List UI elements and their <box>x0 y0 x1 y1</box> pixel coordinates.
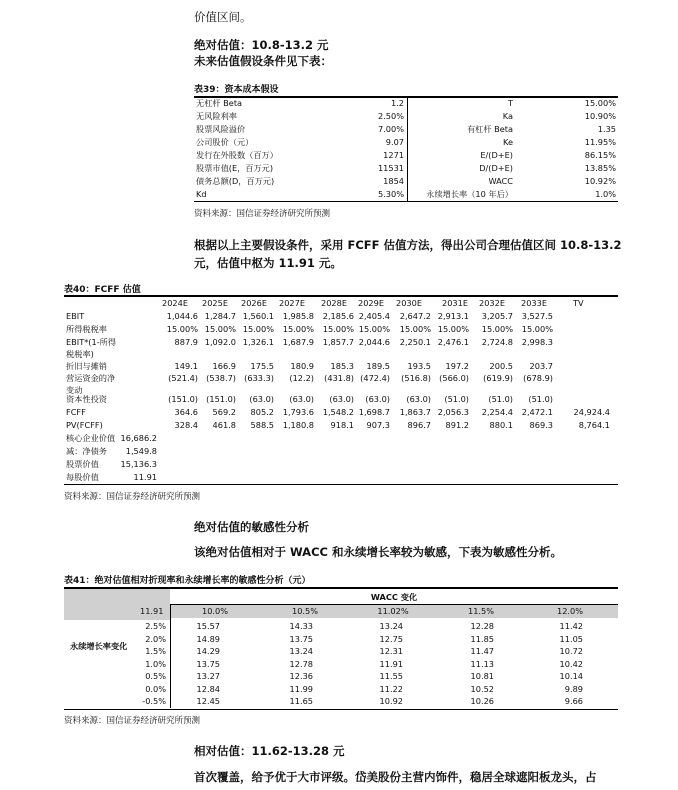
table40-cell: 1,857.7 <box>322 337 354 347</box>
table41-cell: 10.81 <box>470 671 494 681</box>
table40-cell: 2,647.2 <box>399 311 431 321</box>
table40-cell: (678.9) <box>523 373 553 383</box>
table41-cell: 9.66 <box>564 696 583 706</box>
table40-cell: 2,405.4 <box>358 311 390 321</box>
table41-cell: 15.57 <box>196 621 220 631</box>
table40-cell: 364.6 <box>174 407 198 417</box>
table41-cell: 11.42 <box>559 621 583 631</box>
table39-left-label: 公司股价（元） <box>196 137 254 147</box>
table40-year-header: 2031E <box>442 298 469 308</box>
table41-cell: 13.24 <box>289 646 313 656</box>
table41-wacc-header: 11.5% <box>467 606 494 616</box>
table40-cell: 1,180.8 <box>282 420 314 430</box>
table40-summary-label: 股票价值 <box>66 459 99 469</box>
table40-cell: 15.00% <box>481 324 513 334</box>
table40-cell: 2,044.6 <box>358 337 390 347</box>
table40-cell: 1,548.2 <box>322 407 354 417</box>
table40-cell: 328.4 <box>174 420 198 430</box>
table40-row-label: EBIT*(1-所得 <box>66 337 117 347</box>
table40-cell: 1,863.7 <box>399 407 431 417</box>
table40-cell: (516.8) <box>401 373 431 383</box>
table41-cell: 11.13 <box>470 658 494 669</box>
table40-cell: 8,764.1 <box>578 420 610 430</box>
table39-left-label: 无杠杆 Beta <box>196 98 243 108</box>
table41-cell: 10.26 <box>470 696 494 706</box>
table40-year-header: 2029E <box>358 298 385 308</box>
table40-year-header: 2033E <box>521 298 548 308</box>
table39-right-label: Ka <box>502 111 513 121</box>
table41-cell: 11.85 <box>470 633 494 644</box>
table40-cell: 15.00% <box>166 324 198 334</box>
table40-cell: 2,998.3 <box>521 337 553 347</box>
table40-row-label: 营运资金的净 <box>66 373 116 383</box>
table40-cell: 149.1 <box>174 361 198 371</box>
table40-year-header: 2026E <box>241 298 268 308</box>
table41-cell: 10.42 <box>559 658 583 669</box>
table41-cell: 9.89 <box>564 683 583 694</box>
table39-left-label: 股票市值(E，百万元) <box>196 163 274 173</box>
table41-wacc-label: WACC 变化 <box>370 592 418 602</box>
table41-cell: 12.45 <box>196 696 220 706</box>
table40-cell: 869.3 <box>529 420 553 430</box>
table40-cell: 15.00% <box>521 324 553 334</box>
table41-cell: 13.27 <box>196 671 220 681</box>
table40-cell: 896.7 <box>407 420 431 430</box>
table40-summary-value: 11.91 <box>133 472 157 482</box>
table39-left-value: 1854 <box>383 176 404 186</box>
table40-cell: 1,793.6 <box>282 407 314 417</box>
table40-cell: 189.5 <box>366 361 390 371</box>
table41-cell: 12.28 <box>470 621 494 631</box>
table39-right-value: 10.90% <box>584 111 616 121</box>
table41-cell: 12.36 <box>289 671 313 681</box>
table40-cell: 15.00% <box>242 324 274 334</box>
table40-row-label: 所得税税率 <box>66 324 107 334</box>
table40-summary-label: 核心企业价值 <box>66 433 116 443</box>
table40-cell: (63.0) <box>289 394 314 404</box>
table40-row-label-cont: 变动 <box>66 385 83 395</box>
table40-cell: (51.0) <box>528 394 553 404</box>
table40-cell: 197.2 <box>445 361 469 371</box>
table40-cell: 918.1 <box>330 420 354 430</box>
table40-row-label: EBIT <box>66 311 85 321</box>
table40-cell: (538.7) <box>206 373 236 383</box>
table41-cell: 11.99 <box>289 683 313 694</box>
table39-right-label: E/(D+E) <box>480 150 513 160</box>
table40-cell: 166.9 <box>212 361 236 371</box>
table40-cell: 1,326.1 <box>242 337 274 347</box>
table40-summary-value: 1,549.8 <box>125 446 157 456</box>
rel-heading: 相对估值：11.62-13.28 元 <box>194 744 345 758</box>
table40-row-label-cont: 税税率) <box>66 349 94 359</box>
table40-row-label: 资本性投资 <box>66 394 107 404</box>
table41-wacc-header: 12.0% <box>556 606 583 616</box>
table41-growth-label: 1.0% <box>145 658 166 669</box>
table39-right-value: 86.15% <box>584 150 616 160</box>
table41-cell: 10.72 <box>559 646 583 656</box>
table41-cell: 13.24 <box>379 621 403 631</box>
table40-cell: 2,472.1 <box>521 407 553 417</box>
table41-cell: 13.75 <box>196 658 220 669</box>
abs-val-heading: 绝对估值：10.8-13.2 元 <box>194 38 329 52</box>
table41-wacc-header: 11.02% <box>377 606 409 616</box>
table40-cell: 1,985.8 <box>282 311 314 321</box>
table41-cell: 12.78 <box>289 658 313 669</box>
table41-cell: 12.75 <box>379 633 403 644</box>
table40-cell: (51.0) <box>488 394 513 404</box>
table40-cell: 1,284.7 <box>204 311 236 321</box>
table40-year-header: 2027E <box>279 298 306 308</box>
table40-cell: 2,254.4 <box>481 407 513 417</box>
table40-cell: 180.9 <box>290 361 314 371</box>
table40-cell: (12.2) <box>289 373 314 383</box>
table39-right-value: 13.85% <box>584 163 616 173</box>
table40-cell: (472.4) <box>360 373 390 383</box>
table40-cell: 1,092.0 <box>204 337 236 347</box>
table41-cell: 11.47 <box>470 646 494 656</box>
table39-right-label: 有杠杆 Beta <box>466 124 513 134</box>
table39-left-label: 股票风险溢价 <box>196 124 246 134</box>
table40-year-header: 2030E <box>396 298 423 308</box>
table39-left-value: 1271 <box>383 150 404 160</box>
table40-cell: 1,044.6 <box>166 311 198 321</box>
table41-caption: 表41：绝对估值相对折现率和永续增长率的敏感性分析（元） <box>64 576 311 586</box>
table40-year-header: 2025E <box>202 298 229 308</box>
sens-heading: 绝对估值的敏感性分析 <box>194 520 309 534</box>
table40-cell: 15.00% <box>204 324 236 334</box>
table41-growth-label: 0.5% <box>145 671 166 681</box>
table39-left-value: 9.07 <box>385 137 404 147</box>
table41-cell: 10.14 <box>559 671 583 681</box>
table39-right-value: 11.95% <box>584 137 616 147</box>
table39-left-value: 5.30% <box>377 189 404 199</box>
table40-cell: 2,056.3 <box>437 407 469 417</box>
table40-year-header: 2024E <box>162 298 189 308</box>
table40-caption: 表40：FCFF 估值 <box>64 285 141 295</box>
table40-cell: 24,924.4 <box>573 407 610 417</box>
table41-growth-label: 1.5% <box>145 646 166 656</box>
table39-source: 资料来源：国信证券经济研究所预测 <box>194 209 331 219</box>
table41-growth-label: 2.5% <box>145 621 166 631</box>
table40-cell: 2,185.6 <box>322 311 354 321</box>
table40-cell: (63.0) <box>406 394 431 404</box>
rel-para: 首次覆盖，给予优于大市评级。岱美股份主营内饰件，稳居全球遮阳板龙头，占 <box>194 770 597 784</box>
table40-summary-label: 减：净债务 <box>66 446 107 456</box>
table41-growth-label: -0.5% <box>142 696 166 706</box>
table41-growth-label: 2.0% <box>145 633 166 644</box>
table40-row-label: 折旧与摊销 <box>66 361 107 371</box>
table39-right-label: D/(D+E) <box>479 163 513 173</box>
table40-cell: (63.0) <box>249 394 274 404</box>
table40-cell: 200.5 <box>489 361 513 371</box>
table40-summary-label: 每股价值 <box>66 472 99 482</box>
table40-cell: 15.00% <box>399 324 431 334</box>
table40-cell: 3,205.7 <box>481 311 513 321</box>
table39-left-label: Kd <box>196 189 207 199</box>
table39-left-value: 1.2 <box>390 98 404 108</box>
table40-cell: 2,476.1 <box>437 337 469 347</box>
table40-summary-value: 15,136.3 <box>120 459 157 469</box>
abs-val-sub: 未来估值假设条件见下表： <box>194 54 332 68</box>
table41-cell: 11.65 <box>289 696 313 706</box>
table41-cell: 11.22 <box>379 683 403 694</box>
table41-cell: 14.33 <box>289 621 313 631</box>
table39-left-label: 债务总额(D，百万元) <box>196 176 275 186</box>
table40-cell: 1,560.1 <box>242 311 274 321</box>
table40-cell: 15.00% <box>322 324 354 334</box>
table39-right-value: 1.0% <box>595 189 616 199</box>
table40-cell: 15.00% <box>282 324 314 334</box>
table40-cell: 203.7 <box>529 361 553 371</box>
table41-cell: 13.75 <box>289 633 313 644</box>
table41-wacc-header: 10.5% <box>291 606 318 616</box>
table40-cell: 2,724.8 <box>481 337 513 347</box>
table41-cell: 11.91 <box>379 658 403 669</box>
table41-cell: 12.84 <box>196 683 220 694</box>
table40-cell: 1,698.7 <box>358 407 390 417</box>
table40-cell: (151.0) <box>206 394 236 404</box>
table41-cell: 14.89 <box>196 633 220 644</box>
table40-cell: 2,913.1 <box>437 311 469 321</box>
table39-right-value: 15.00% <box>584 98 616 108</box>
table40-cell: (51.0) <box>444 394 469 404</box>
table40-cell: (431.8) <box>324 373 354 383</box>
table41-cell: 12.31 <box>379 646 403 656</box>
table39-left-label: 无风险利率 <box>196 111 237 121</box>
table40-cell: 907.3 <box>366 420 390 430</box>
table40-row-label: PV(FCFF) <box>66 420 103 430</box>
table40-cell: 461.8 <box>212 420 236 430</box>
sens-para: 该绝对估值相对于 WACC 和永续增长率较为敏感，下表为敏感性分析。 <box>194 545 562 559</box>
table40-cell: 887.9 <box>174 337 198 347</box>
table40-cell: 880.1 <box>489 420 513 430</box>
table40-year-header: TV <box>573 298 584 308</box>
table40-cell: 1,687.9 <box>282 337 314 347</box>
table40-cell: (63.0) <box>365 394 390 404</box>
table39-left-label: 发行在外股数（百万） <box>196 150 278 160</box>
table40-cell: (619.9) <box>483 373 513 383</box>
table40-source: 资料来源：国信证券经济研究所预测 <box>64 492 201 502</box>
table41-wacc-header: 10.0% <box>201 606 228 616</box>
table41-cell: 14.29 <box>196 646 220 656</box>
table40-cell: (633.3) <box>244 373 274 383</box>
table41-source: 资料来源：国信证券经济研究所预测 <box>64 716 201 726</box>
table41-cell: 11.55 <box>379 671 403 681</box>
table39-right-value: 1.35 <box>597 124 616 134</box>
table40-cell: 15.00% <box>358 324 390 334</box>
table40-cell: (151.0) <box>168 394 198 404</box>
table41-cell: 10.92 <box>379 696 403 706</box>
table40-cell: 193.5 <box>407 361 431 371</box>
table41-growth-label: 0.0% <box>145 683 166 694</box>
para-fcff-summary: 根据以上主要假设条件，采用 FCFF 估值方法，得出公司合理估值区间 10.8-13.2 元，估值中枢为 11.91 元。 <box>194 238 622 270</box>
table40-cell: 2,250.1 <box>399 337 431 347</box>
table41-cell: 10.52 <box>470 683 494 694</box>
table40-cell: (566.0) <box>439 373 469 383</box>
table41-row-axis-label: 永续增长率变化 <box>70 641 128 651</box>
table40-row-label: FCFF <box>66 407 86 417</box>
table39-right-value: 10.92% <box>584 176 616 186</box>
table40-cell: 3,527.5 <box>521 311 553 321</box>
table40-cell: 588.5 <box>250 420 274 430</box>
table39-left-value: 11531 <box>377 163 404 173</box>
table40-summary-value: 16,686.2 <box>120 433 157 443</box>
table39-right-label: WACC <box>488 176 513 186</box>
table40-cell: 175.5 <box>250 361 274 371</box>
table39-left-value: 2.50% <box>377 111 404 121</box>
table40-cell: (521.4) <box>168 373 198 383</box>
table39-left-value: 7.00% <box>377 124 404 134</box>
intro-tail: 价值区间。 <box>194 10 252 24</box>
table40-cell: 805.2 <box>250 407 274 417</box>
table40-cell: 185.3 <box>330 361 354 371</box>
table40-cell: 15.00% <box>437 324 469 334</box>
table40-cell: 891.2 <box>445 420 469 430</box>
table41-cell: 11.05 <box>559 633 583 644</box>
table39-right-label: T <box>507 98 513 108</box>
table39-right-label: 永续增长率（10 年后） <box>426 189 513 199</box>
table41-corner: 11.91 <box>140 606 164 616</box>
table39-right-label: Ke <box>503 137 513 147</box>
table40-cell: 569.2 <box>212 407 236 417</box>
table40-year-header: 2032E <box>479 298 506 308</box>
table40-cell: (63.0) <box>329 394 354 404</box>
table39-caption: 表39：资本成本假设 <box>194 85 279 95</box>
table40-year-header: 2028E <box>321 298 348 308</box>
